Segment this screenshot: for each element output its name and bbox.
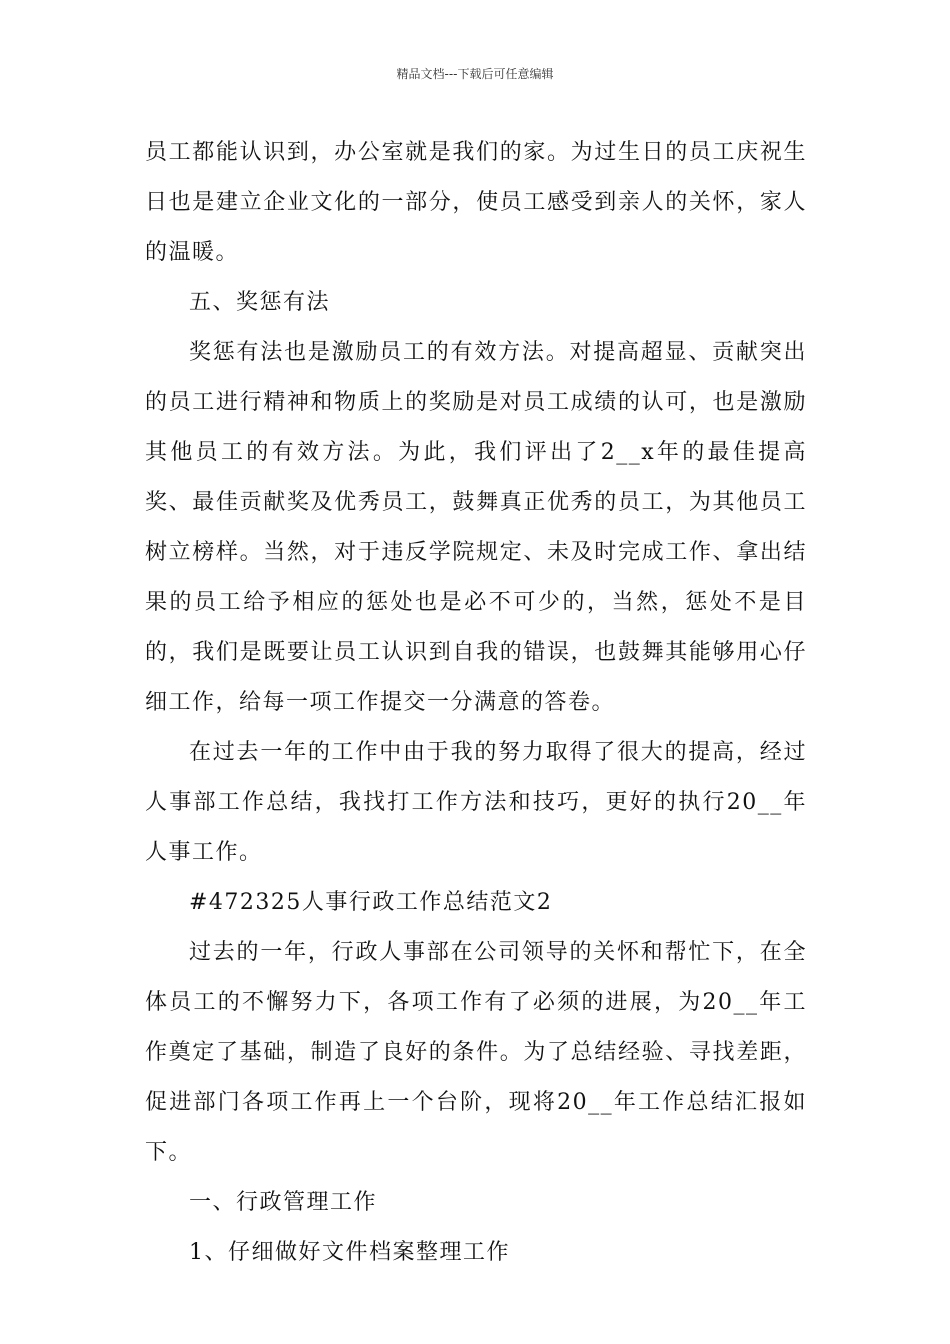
document-subtitle: #472325人事行政工作总结范文2 xyxy=(189,890,553,915)
paragraph-continuation: 员工都能认识到，办公室就是我们的家。为过生日的员工庆祝生日也是建立企业文化的一部分，使员工感受到亲人的关怀，家人的温暖。 xyxy=(145,140,807,265)
subsection-heading-files: 1、仔细做好文件档案整理工作 xyxy=(189,1240,510,1265)
section-heading-rewards: 五、奖惩有法 xyxy=(189,290,331,315)
section-heading-admin: 一、行政管理工作 xyxy=(189,1190,378,1215)
paragraph-intro: 过去的一年，行政人事部在公司领导的关怀和帮忙下，在全体员工的不懈努力下，各项工作有了必须的进展，为20__年工作奠定了基础，制造了良好的条件。为了总结经验、寻找差距，促进部门各项工作再上一个台阶，现将20__年工作总结汇报如下。 xyxy=(145,940,807,1165)
document-body xyxy=(145,128,807,1278)
page-header: 精品文档---下载后可任意编辑 xyxy=(396,67,554,81)
paragraph-rewards: 奖惩有法也是激励员工的有效方法。对提高超显、贡献突出的员工进行精神和物质上的奖励是对员工成绩的认可，也是激励其他员工的有效方法。为此，我们评出了2__x年的最佳提高奖、最佳贡献奖及优秀员工，鼓舞真正优秀的员工，为其他员工树立榜样。当然，对于违反学院规定、未及时完成工作、拿出结果的员工给予相应的惩处也是必不可少的，当然，惩处不是目的，我们是既要让员工认识到自我的错误，也鼓舞其能够用心仔细工作，给每一项工作提交一分满意的答卷。 xyxy=(145,340,807,715)
paragraph-summary: 在过去一年的工作中由于我的努力取得了很大的提高，经过人事部工作总结，我找打工作方法和技巧，更好的执行20__年人事工作。 xyxy=(145,740,807,865)
